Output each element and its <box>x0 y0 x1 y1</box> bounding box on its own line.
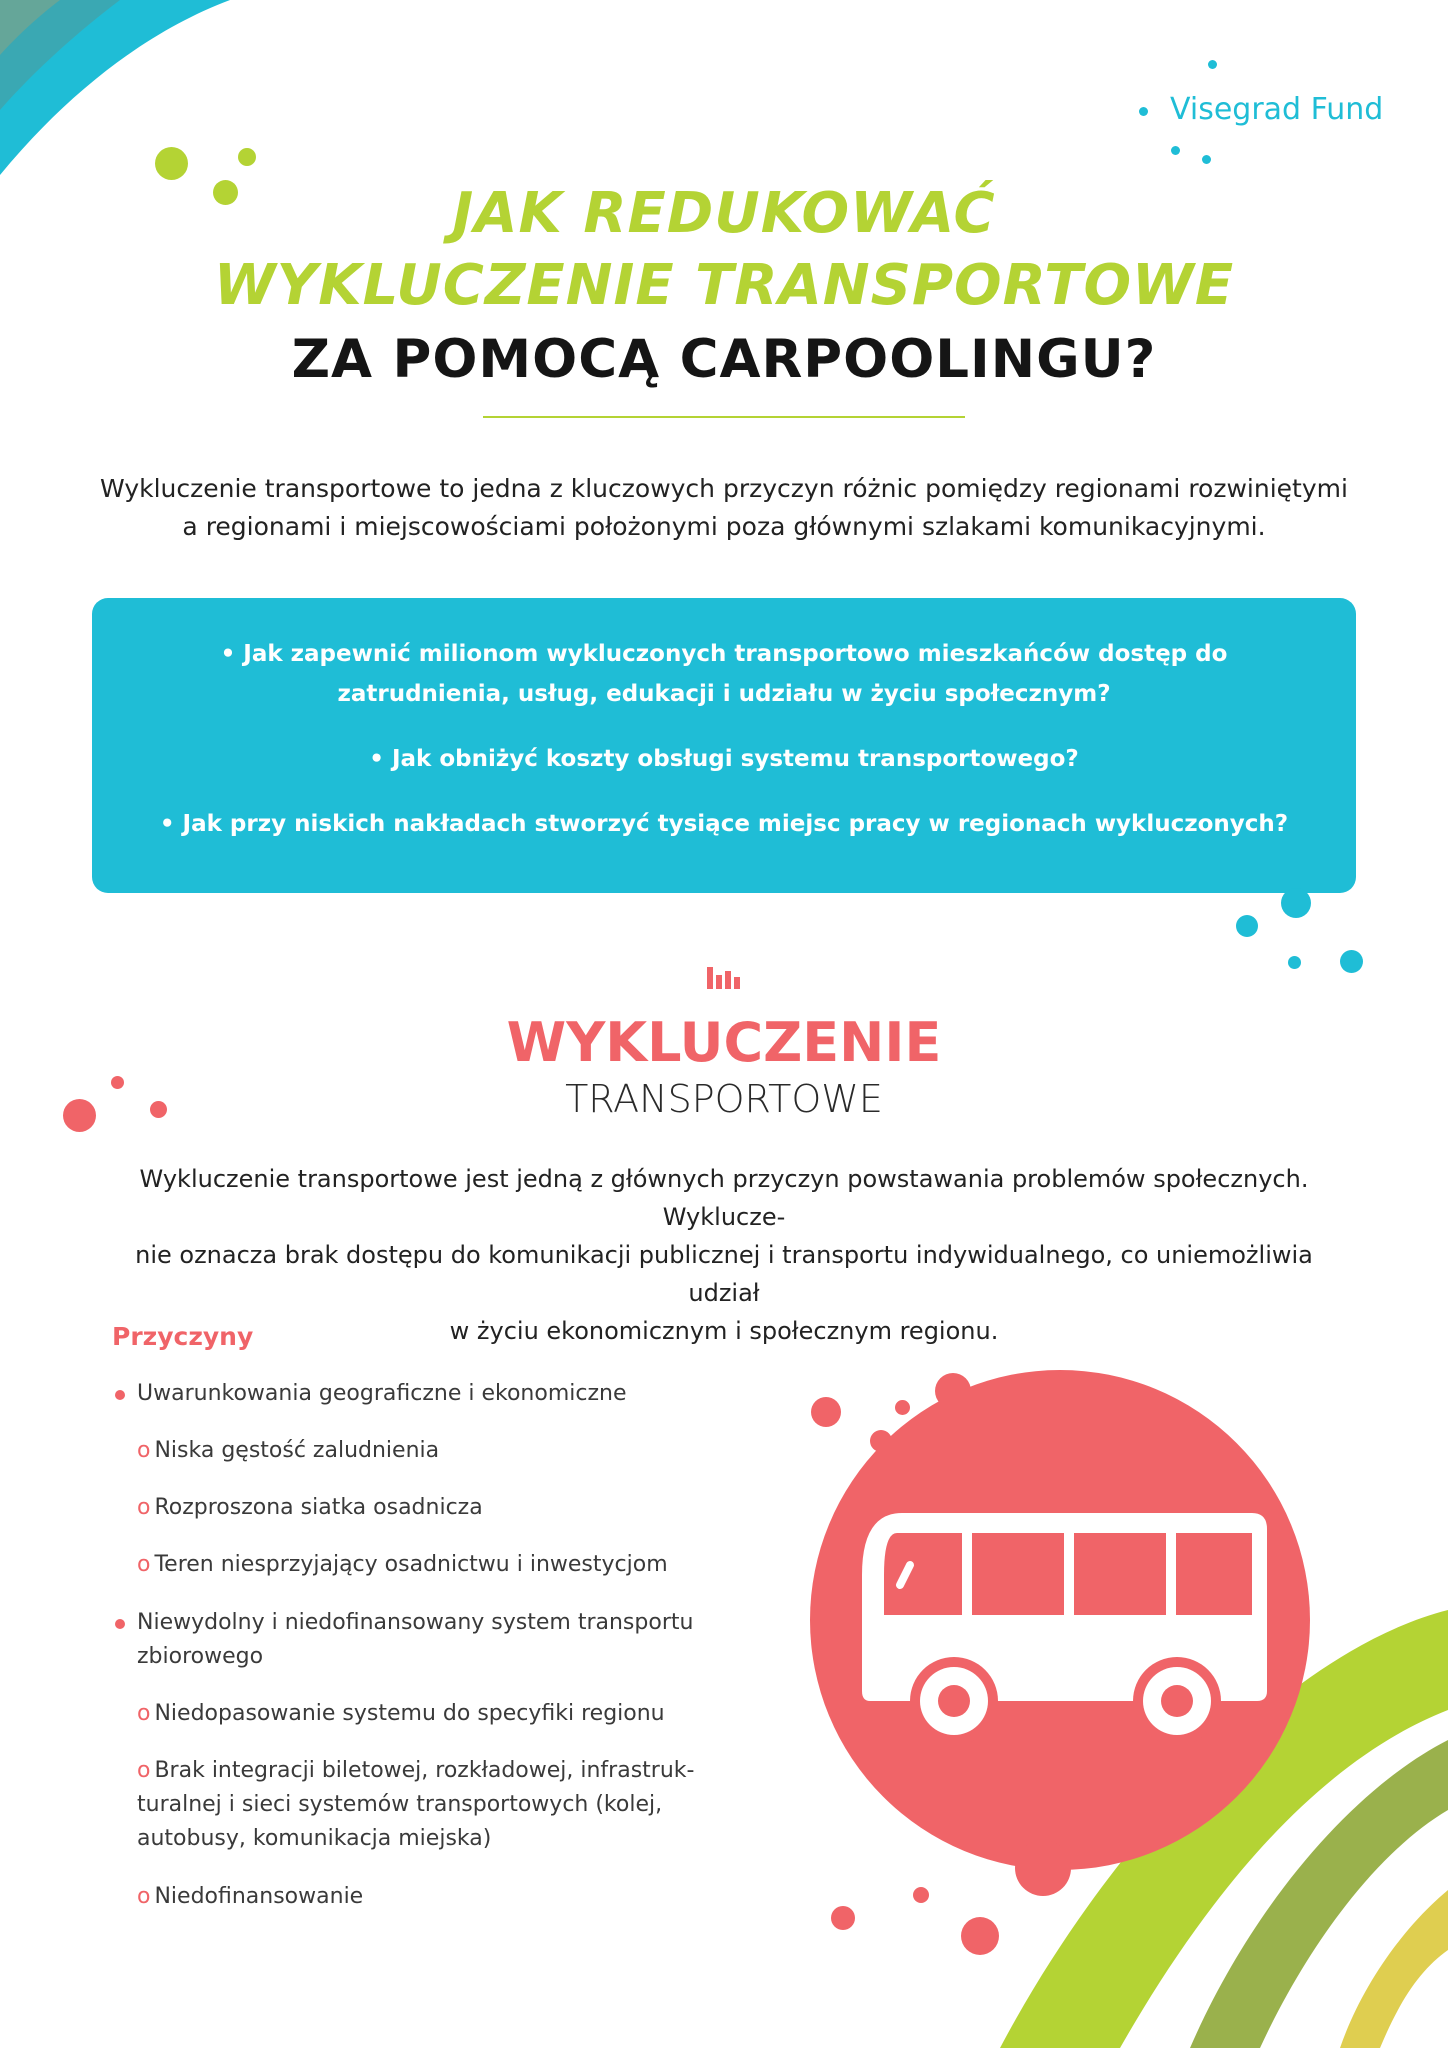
sub-cause-text-line-3: autobusy, komunikacja miejska) <box>137 1826 492 1851</box>
questions-box <box>92 598 1356 893</box>
section-title-sub: TRANSPORTOWE <box>565 1077 883 1121</box>
decorative-dot <box>1340 950 1363 973</box>
sub-cause-item <box>137 1491 483 1525</box>
decorative-dot <box>238 148 256 166</box>
decorative-dot <box>831 1906 855 1930</box>
question-1-line-1: • Jak zapewnić milionom wykluczonych transportowo mieszkańców dostęp do <box>220 641 1228 667</box>
cause-text: Uwarunkowania geograficzne i ekonomiczne <box>137 1381 627 1406</box>
cause-text-line-2: zbiorowego <box>137 1644 264 1669</box>
intro-line-1: Wykluczenie transportowe to jedna z kluczowych przyczyn różnic pomiędzy regionami rozwiniętymi <box>100 474 1348 503</box>
sub-cause-text-line-1: Brak integracji biletowej, rozkładowej, infrastruk- <box>154 1758 695 1783</box>
question-1-line-2: zatrudnienia, usług, edukacji i udziału w życiu społecznym? <box>337 681 1111 707</box>
cause-text-line-1: Niewydolny i niedofinansowany system transportu <box>137 1610 694 1635</box>
sub-bullet-marker: o <box>137 1438 151 1463</box>
decorative-dot <box>1281 888 1311 918</box>
decorative-dot <box>1015 1840 1071 1896</box>
bullet-marker <box>115 1390 125 1400</box>
logo-dot <box>1202 155 1211 164</box>
section-paragraph <box>110 1160 1338 1350</box>
decorative-dot <box>895 1400 910 1415</box>
decorative-dot <box>63 1099 96 1132</box>
section-title-main: WYKLUCZENIE <box>506 1011 942 1074</box>
visegrad-fund-logo[interactable]: Visegrad Fund <box>1170 92 1384 127</box>
logo-dot <box>1139 107 1148 116</box>
sub-cause-item <box>137 1754 694 1856</box>
bus-icon <box>862 1505 1272 1755</box>
sub-cause-text: Teren niesprzyjający osadnictwu i inwestycjom <box>154 1552 668 1577</box>
sub-cause-text: Niedopasowanie systemu do specyfiki regionu <box>154 1701 665 1726</box>
decorative-dot <box>150 1101 167 1118</box>
question-3: • Jak przy niskich nakładach stworzyć tysiące miejsc pracy w regionach wykluczonych? <box>159 811 1289 837</box>
sub-cause-item <box>137 1880 363 1914</box>
cause-item <box>137 1606 693 1674</box>
sub-cause-text: Niedofinansowanie <box>154 1884 364 1909</box>
bar-chart-icon <box>707 965 743 989</box>
sub-bullet-marker: o <box>137 1758 151 1783</box>
sub-bullet-marker: o <box>137 1552 151 1577</box>
intro-paragraph <box>90 470 1358 546</box>
intro-line-2: a regionami i miejscowościami położonymi poza głównymi szlakami komunikacyjnymi. <box>182 512 1266 541</box>
sub-bullet-marker: o <box>137 1884 151 1909</box>
sub-cause-item <box>137 1434 439 1468</box>
decorative-dot <box>961 1917 999 1955</box>
section-title <box>0 1010 1448 1122</box>
decorative-dot <box>1236 915 1258 937</box>
decorative-swoosh-top-left <box>0 0 240 180</box>
title-line-1: JAK REDUKOWAĆ <box>452 181 996 246</box>
title-line-2: WYKLUCZENIE TRANSPORTOWE <box>213 253 1235 318</box>
decorative-dot <box>155 147 188 180</box>
title-divider <box>483 416 965 418</box>
sub-bullet-marker: o <box>137 1495 151 1520</box>
bullet-marker <box>115 1619 125 1629</box>
cause-item <box>137 1377 626 1411</box>
sub-cause-item <box>137 1697 665 1731</box>
question-2: • Jak obniżyć koszty obsługi systemu transportowego? <box>369 746 1079 772</box>
sub-cause-item <box>137 1548 668 1582</box>
sub-bullet-marker: o <box>137 1701 151 1726</box>
decorative-dot <box>811 1397 841 1427</box>
logo-dot <box>1171 146 1180 155</box>
logo-dot <box>1208 60 1217 69</box>
section-para-line-1: Wykluczenie transportowe jest jedną z głównych przyczyn powstawania problemów społecznych. Wyklucze- <box>139 1165 1309 1231</box>
decorative-dot <box>111 1076 124 1089</box>
causes-heading: Przyczyny <box>112 1322 254 1351</box>
section-para-line-2: nie oznacza brak dostępu do komunikacji publicznej i transportu indywidualnego, co uniemożliwia udział <box>135 1241 1313 1307</box>
sub-cause-text: Niska gęstość zaludnienia <box>154 1438 440 1463</box>
section-para-line-3: w życiu ekonomicznym i społecznym regionu. <box>449 1317 999 1345</box>
page-title <box>0 178 1448 398</box>
sub-cause-text-line-2: turalnej i sieci systemów transportowych (kolej, <box>137 1792 663 1817</box>
decorative-dot <box>1288 956 1301 969</box>
title-line-3: ZA POMOCĄ CARPOOLINGU? <box>291 329 1157 390</box>
sub-cause-text: Rozproszona siatka osadnicza <box>154 1495 483 1520</box>
decorative-dot <box>913 1887 929 1903</box>
